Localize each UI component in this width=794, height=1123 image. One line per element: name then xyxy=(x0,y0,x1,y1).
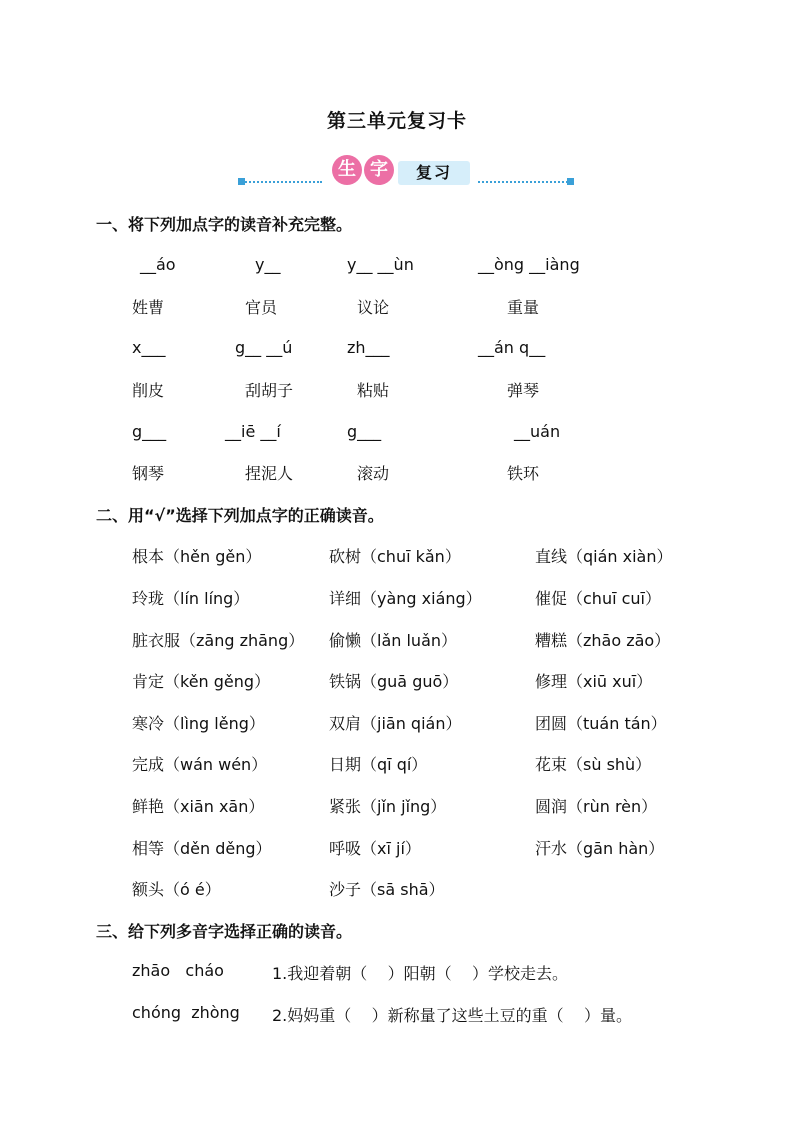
pinyin-blank: x___ xyxy=(132,338,166,357)
choice-item: 沙子（sā shā） xyxy=(329,880,445,899)
banner-dotted-line-left xyxy=(242,181,322,183)
pinyin-blank: __uán xyxy=(514,422,561,441)
banner-char-1: 生 xyxy=(332,155,362,185)
choice-item: 砍树（chuī kǎn） xyxy=(329,547,461,566)
choice-item: 直线（qián xiàn） xyxy=(535,547,673,566)
choice-item: 催促（chuī cuī） xyxy=(535,589,661,608)
section2-heading: 二、用“√”选择下列加点字的正确读音。 xyxy=(96,506,384,525)
pinyin-blank: __iē __í xyxy=(225,422,281,441)
section1-heading: 一、将下列加点字的读音补充完整。 xyxy=(96,215,353,234)
choice-item: 玲珑（lín líng） xyxy=(132,589,250,608)
pinyin-blank: y__ __ùn xyxy=(347,255,414,274)
section-banner xyxy=(238,153,574,189)
word: 议论 xyxy=(357,298,390,317)
choice-item: 脏衣服（zāng zhāng） xyxy=(132,631,305,650)
polyphone-pinyin: chóng zhòng xyxy=(132,1003,240,1022)
polyphone-sentence: 1.我迎着朝（ ）阳朝（ ）学校走去。 xyxy=(272,964,568,983)
choice-item: 寒冷（lìng lěng） xyxy=(132,714,265,733)
word: 官员 xyxy=(245,298,278,317)
polyphone-pinyin: zhāo cháo xyxy=(132,961,224,980)
pinyin-blank: zh___ xyxy=(347,338,390,357)
word: 削皮 xyxy=(132,381,165,400)
choice-item: 鲜艳（xiān xān） xyxy=(132,797,265,816)
page-title: 第三单元复习卡 xyxy=(326,110,467,132)
choice-item: 双肩（jiān qián） xyxy=(329,714,462,733)
pinyin-blank: __áo xyxy=(140,255,176,274)
choice-item: 肯定（kěn gěng） xyxy=(132,672,271,691)
choice-item: 圆润（rùn rèn） xyxy=(535,797,658,816)
banner-char-2: 字 xyxy=(364,155,394,185)
choice-item: 完成（wán wén） xyxy=(132,755,268,774)
choice-item: 偷懒（lǎn luǎn） xyxy=(329,631,458,650)
pinyin-blank: y__ xyxy=(255,255,281,274)
banner-label: 复习 xyxy=(398,161,470,185)
choice-item: 额头（ó é） xyxy=(132,880,221,899)
choice-item: 相等（děn děng） xyxy=(132,839,272,858)
word: 钢琴 xyxy=(132,464,165,483)
choice-item: 团圆（tuán tán） xyxy=(535,714,667,733)
banner-dotted-line-right xyxy=(478,181,568,183)
word: 重量 xyxy=(507,298,540,317)
word: 铁环 xyxy=(507,464,540,483)
choice-item: 糟糕（zhāo zāo） xyxy=(535,631,671,650)
word: 粘贴 xyxy=(357,381,390,400)
section3-heading: 三、给下列多音字选择正确的读音。 xyxy=(96,922,353,941)
word: 滚动 xyxy=(357,464,390,483)
choice-item: 花束（sù shù） xyxy=(535,755,652,774)
choice-item: 铁锅（guā guō） xyxy=(329,672,459,691)
pinyin-blank: g___ xyxy=(347,422,382,441)
choice-item: 呼吸（xī jí） xyxy=(329,839,421,858)
choice-item: 汗水（gān hàn） xyxy=(535,839,665,858)
word: 刮胡子 xyxy=(245,381,294,400)
choice-item: 修理（xiū xuī） xyxy=(535,672,653,691)
pinyin-blank: __án q__ xyxy=(478,338,546,357)
word: 弹琴 xyxy=(507,381,540,400)
pinyin-blank: g__ __ú xyxy=(235,338,293,357)
banner-square-right xyxy=(567,178,574,185)
choice-item: 紧张（jǐn jǐng） xyxy=(329,797,447,816)
word: 捏泥人 xyxy=(245,464,294,483)
choice-item: 日期（qī qí） xyxy=(329,755,428,774)
choice-item: 根本（hěn gěn） xyxy=(132,547,262,566)
polyphone-sentence: 2.妈妈重（ ）新称量了这些土豆的重（ ）量。 xyxy=(272,1006,632,1025)
pinyin-blank: g___ xyxy=(132,422,167,441)
word: 姓曹 xyxy=(132,298,165,317)
choice-item: 详细（yàng xiáng） xyxy=(329,589,482,608)
pinyin-blank: __òng __iàng xyxy=(478,255,580,274)
